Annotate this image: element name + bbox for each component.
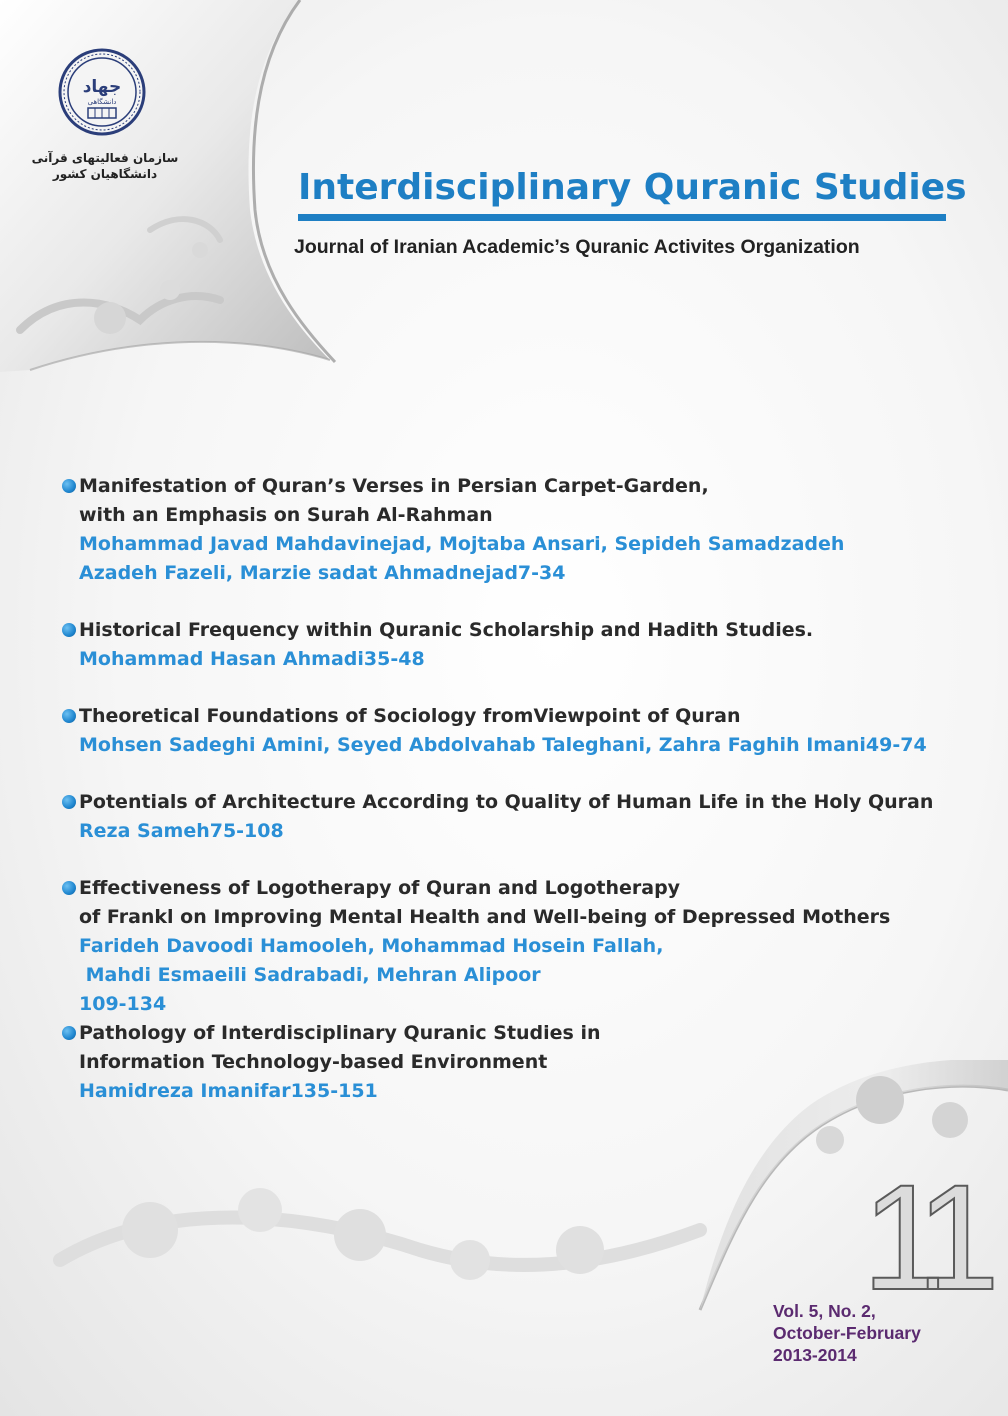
title-underline bbox=[298, 214, 946, 221]
logo-text-sub: دانشگاهی bbox=[87, 98, 117, 106]
article-entry[interactable] bbox=[62, 788, 942, 846]
article-authors-line: Mohammad Javad Mahdavinejad, Mojtaba Ansari, Sepideh Samadzadeh bbox=[79, 533, 845, 555]
logo-text-main: جهاد bbox=[82, 77, 122, 97]
article-authors-line: Reza Sameh75-108 bbox=[79, 820, 284, 842]
page-curl-decoration bbox=[0, 0, 340, 380]
article-authors-line: Mohsen Sadeghi Amini, Seyed Abdolvahab Taleghani, Zahra Faghih Imani49-74 bbox=[79, 734, 927, 756]
article-entry[interactable] bbox=[62, 472, 942, 588]
bullet-icon bbox=[62, 709, 76, 723]
organization-name bbox=[30, 150, 180, 182]
bullet-icon bbox=[62, 881, 76, 895]
article-authors-line: Hamidreza Imanifar135-151 bbox=[79, 1080, 378, 1102]
article-title-line: Pathology of Interdisciplinary Quranic Studies in bbox=[79, 1022, 601, 1044]
article-title-line: Effectiveness of Logotherapy of Quran and Logotherapy bbox=[79, 877, 681, 899]
jihad-daneshgahi-logo bbox=[58, 48, 146, 136]
article-authors-line: Mahdi Esmaeili Sadrabadi, Mehran Alipoor bbox=[79, 964, 541, 986]
bullet-icon bbox=[62, 795, 76, 809]
organization-name-line1: سازمان فعالیتهای قرآنی bbox=[31, 151, 179, 165]
organization-name-line2: دانشگاهیان کشور bbox=[52, 167, 158, 181]
bullet-icon bbox=[62, 1026, 76, 1040]
article-authors-line: Mohammad Hasan Ahmadi35-48 bbox=[79, 648, 425, 670]
volume-line: Vol. 5, No. 2, bbox=[773, 1301, 876, 1321]
article-title-line: Potentials of Architecture According to Quality of Human Life in the Holy Quran bbox=[79, 791, 934, 813]
issue-info bbox=[773, 1300, 973, 1366]
article-entry[interactable] bbox=[62, 1019, 942, 1106]
article-entry[interactable] bbox=[62, 874, 942, 1019]
article-pages-line: 109-134 bbox=[79, 993, 167, 1015]
table-of-contents bbox=[62, 472, 942, 1106]
article-title-line: with an Emphasis on Surah Al-Rahman bbox=[79, 504, 493, 526]
bullet-icon bbox=[62, 479, 76, 493]
period-line: October-February bbox=[773, 1323, 921, 1343]
article-authors-line: Farideh Davoodi Hamooleh, Mohammad Hosein Fallah, bbox=[79, 935, 664, 957]
article-entry[interactable] bbox=[62, 702, 942, 760]
journal-subtitle: Journal of Iranian Academic’s Quranic Activites Organization bbox=[294, 236, 860, 258]
article-authors-line: Azadeh Fazeli, Marzie sadat Ahmadnejad7-34 bbox=[79, 562, 566, 584]
issue-number: 11 bbox=[862, 1153, 982, 1321]
article-title-line: Theoretical Foundations of Sociology fromViewpoint of Quran bbox=[79, 705, 741, 727]
article-title-line: Manifestation of Quran’s Verses in Persian Carpet-Garden, bbox=[79, 475, 709, 497]
bullet-icon bbox=[62, 623, 76, 637]
article-title-line: Information Technology-based Environment bbox=[79, 1051, 548, 1073]
years-line: 2013-2014 bbox=[773, 1345, 857, 1365]
article-title-line: Historical Frequency within Quranic Scholarship and Hadith Studies. bbox=[79, 619, 814, 641]
journal-title: Interdisciplinary Quranic Studies bbox=[298, 167, 967, 208]
article-title-line: of Frankl on Improving Mental Health and Well-being of Depressed Mothers bbox=[79, 906, 891, 928]
article-entry[interactable] bbox=[62, 616, 942, 674]
